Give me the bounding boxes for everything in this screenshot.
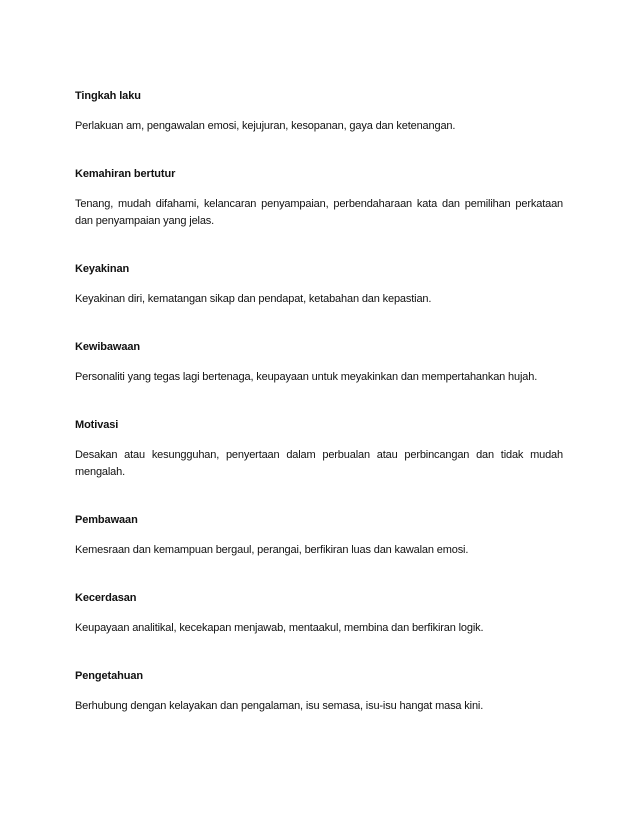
section-heading: Tingkah laku [75,90,141,102]
section-kemahiran-bertutur [75,166,563,230]
section-body: Tenang, mudah difahami, kelancaran penyampaian, perbendaharaan kata dan pemilihan perkataan dan penyampaian yang jelas. [75,198,563,227]
section-body: Kemesraan dan kemampuan bergaul, perangai, berfikiran luas dan kawalan emosi. [75,544,469,556]
section-body: Perlakuan am, pengawalan emosi, kejujuran, kesopanan, gaya dan ketenangan. [75,120,456,132]
section-body: Berhubung dengan kelayakan dan pengalaman, isu semasa, isu-isu hangat masa kini. [75,700,484,712]
section-heading: Kecerdasan [75,592,137,604]
section-body: Keyakinan diri, kematangan sikap dan pendapat, ketabahan dan kepastian. [75,293,432,305]
section-heading: Motivasi [75,419,119,431]
document-page [75,88,563,746]
section-kecerdasan [75,590,563,637]
section-body: Keupayaan analitikal, kecekapan menjawab, mentaakul, membina dan berfikiran logik. [75,622,484,634]
section-pengetahuan [75,668,563,715]
section-heading: Pengetahuan [75,670,143,682]
section-tingkah-laku [75,88,563,135]
section-heading: Kemahiran bertutur [75,168,176,180]
section-keyakinan [75,261,563,308]
section-body: Personaliti yang tegas lagi bertenaga, keupayaan untuk meyakinkan dan mempertahankan hujah. [75,371,538,383]
section-motivasi [75,417,563,481]
section-heading: Keyakinan [75,263,130,275]
section-kewibawaan [75,339,563,386]
section-heading: Kewibawaan [75,341,141,353]
section-body: Desakan atau kesungguhan, penyertaan dalam perbualan atau perbincangan dan tidak mudah mengalah. [75,449,563,478]
section-heading: Pembawaan [75,514,138,526]
section-pembawaan [75,512,563,559]
